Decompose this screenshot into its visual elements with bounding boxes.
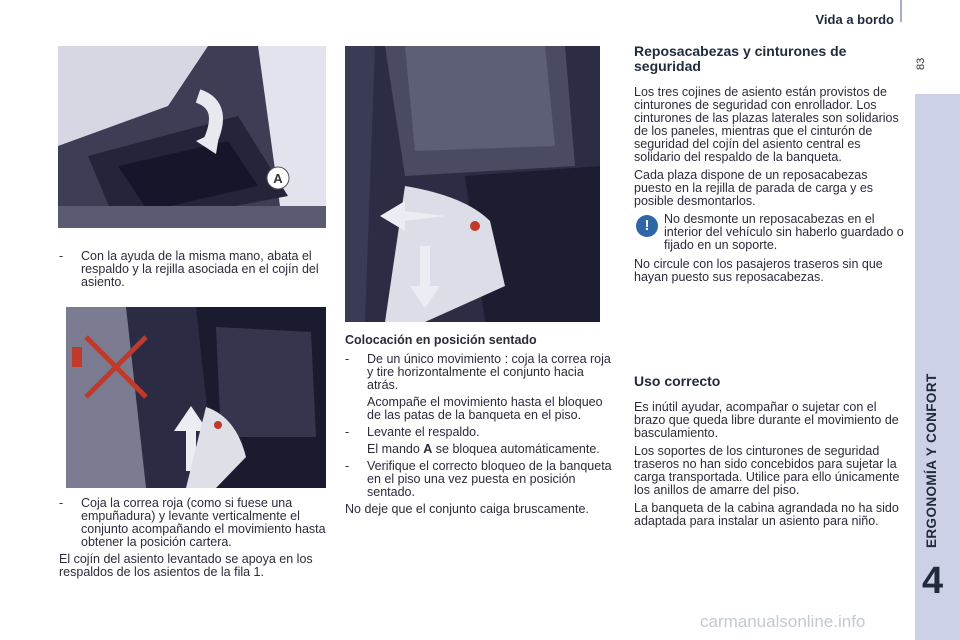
bullet-dash: - — [345, 425, 350, 439]
left-step-1 — [59, 250, 324, 293]
section-heading: Uso correcto — [634, 373, 721, 389]
bullet-dash: - — [345, 459, 350, 473]
running-header: Vida a bordo — [815, 12, 894, 27]
bullet-dash: - — [59, 496, 64, 510]
step-text: Con la ayuda de la misma mano, abata el respaldo y la rejilla asociada en el cojín del asiento. — [81, 249, 319, 289]
header-divider — [900, 0, 902, 22]
paragraph: Cada plaza dispone de un reposacabezas puesto en la rejilla de parada de carga y es posible desmontarlos. — [634, 168, 874, 208]
step-continuation: Acompañe el movimiento hasta el bloqueo de las patas de la banqueta en el piso. — [367, 395, 603, 422]
step-text: Coja la correa roja (como si fuese una empuñadura) y levante verticalmente el conjunto acompañando el movimiento hasta obtener la posición cartera. — [81, 496, 326, 549]
step-continuation — [345, 443, 617, 456]
right-column-lower — [634, 374, 906, 533]
text-fragment: se bloquea automáticamente. — [432, 442, 600, 456]
bullet-dash: - — [345, 352, 350, 366]
watermark: carmanualsonline.info — [700, 612, 866, 631]
paragraph: Los tres cojines de asiento están provistos de cinturones de seguridad con enrollador. Los cinturones de las plazas laterales son solidarios de los paneles, mientras que el cinturón de seguridad del cojín del asiento central es solidario del respaldo de la banqueta. — [634, 85, 899, 164]
page-number: 83 — [915, 57, 927, 70]
callout-label-a: A — [273, 171, 283, 186]
photo-seat-folding — [58, 46, 326, 228]
section-heading: Reposacabezas y cinturones de seguridad — [634, 43, 847, 74]
paragraph: No deje que el conjunto caiga bruscamente. — [345, 502, 589, 516]
warning-icon: ! — [636, 215, 658, 237]
chapter-side-tab — [915, 94, 960, 640]
step-text: De un único movimiento : coja la correa roja y tire horizontalmente el conjunto hacia atrás. — [367, 352, 611, 392]
text-fragment: El mando — [367, 442, 424, 456]
subheading: Colocación en posición sentado — [345, 333, 537, 347]
middle-column — [345, 334, 617, 521]
control-label-a: A — [423, 442, 433, 456]
paragraph: La banqueta de la cabina agrandada no ha sido adaptada para instalar un asiento para niño. — [634, 501, 899, 528]
paragraph: Los soportes de los cinturones de seguridad traseros no han sido concebidos para sujetar la carga transportada. Utilice para ello únicamente los anillos de amarre del piso. — [634, 444, 900, 497]
chapter-number: 4 — [922, 560, 944, 602]
paragraph: No circule con los pasajeros traseros sin que hayan puesto sus reposacabezas. — [634, 257, 883, 284]
warning-note — [634, 213, 906, 252]
paragraph: El cojín del asiento levantado se apoya en los respaldos de los asientos de la fila 1. — [59, 552, 313, 579]
step-text: Levante el respaldo. — [367, 425, 480, 439]
bullet-dash: - — [59, 249, 64, 263]
photo-pull-strap — [345, 46, 600, 322]
right-column — [634, 44, 906, 289]
paragraph: Es inútil ayudar, acompañar o sujetar con el brazo que queda libre durante el movimiento de basculamiento. — [634, 400, 899, 440]
note-text: No desmonte un reposacabezas en el interior del vehículo sin haberlo guardado o fijado en un soporte. — [664, 212, 904, 252]
photo-lift-assembly — [66, 307, 326, 488]
step-text: Verifique el correcto bloqueo de la banqueta en el piso una vez puesta en posición sentado. — [367, 459, 612, 499]
chapter-tab-label: ERGONOMÍA Y CONFORT — [924, 373, 939, 548]
left-column-lower — [59, 497, 331, 584]
